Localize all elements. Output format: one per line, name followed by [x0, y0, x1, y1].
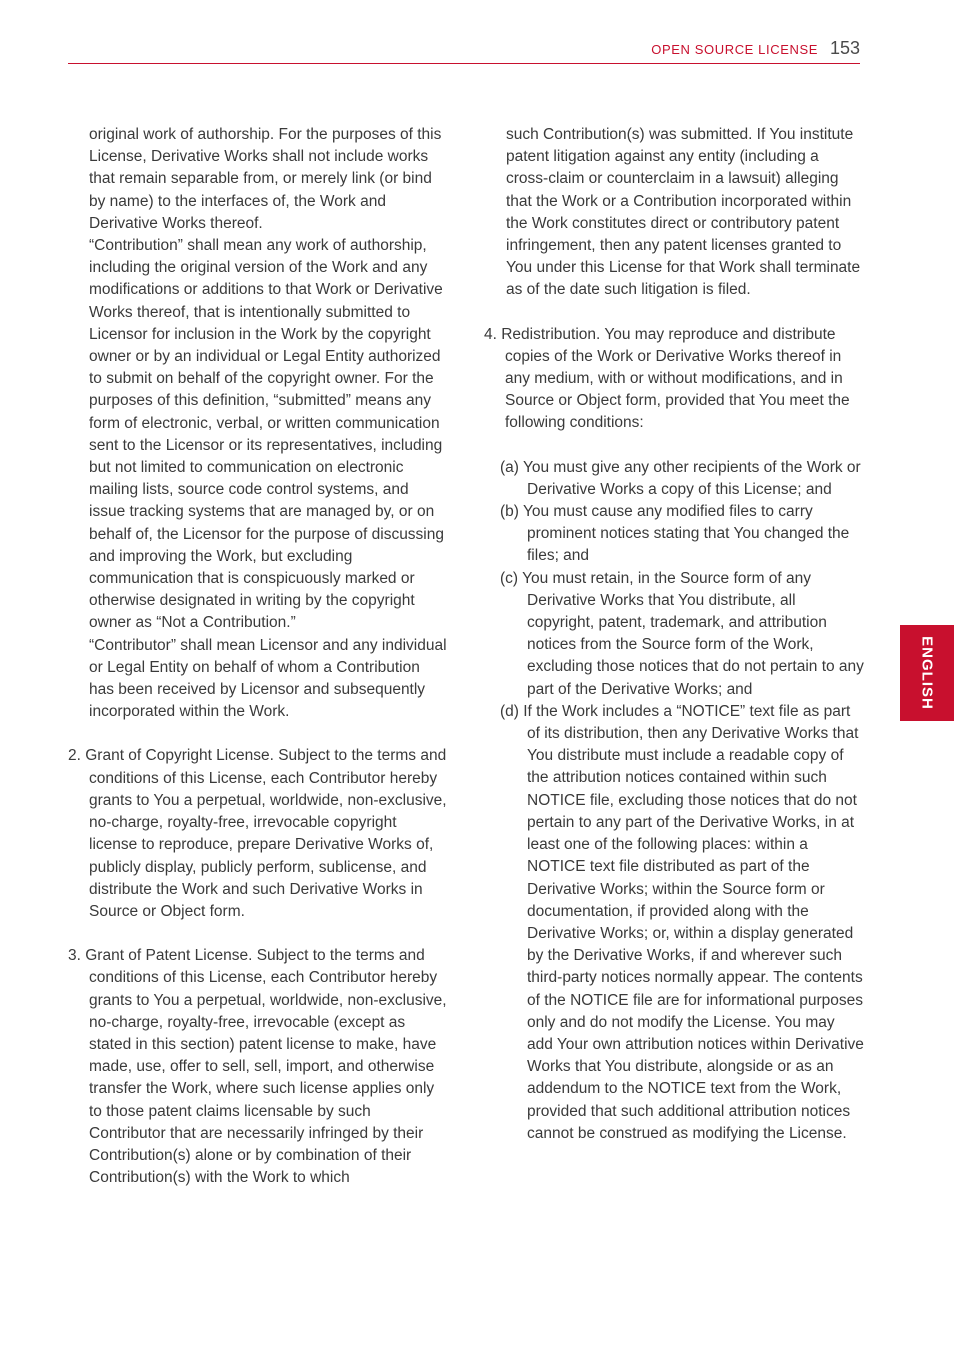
page-number: 153 [829, 38, 860, 58]
condition-d: (d) If the Work includes a “NOTICE” text file as part of its distribution, then any Derivative Works that You distribute must include a readable copy of the attribution notices contained within such NOTICE file, excluding those notices that do not pertain to any part of the Derivative Works, in at least one of the following places: within a NOTICE text file distributed as part of the Derivative Works; within the Source form or documentation, if provided along with the Derivative Works; or, within a display generated by the Derivative Works, if and wherever such third-party notices normally appear. The contents of the NOTICE file are for informational purposes only and do not modify the License. You may add Your own attribution notices within Derivative Works that You distribute, alongside or as an addendum to the NOTICE text from the Work, provided that such additional attribution notices cannot be construed as modifying the License. [500, 702, 864, 1142]
section-grant-patent: 3. Grant of Patent License. Subject to the terms and conditions of this License, each Contributor hereby grants to You a perpetual, worldwide, non-exclusive, no-charge, royalty-free, irrevocable (except as stated in this section) patent license to make, have made, use, offer to sell, sell, import, and otherwise transfer the Work, where such license applies only to those patent claims licensable by such Contributor that are necessarily infringed by their Contribution(s) alone or by combination of their Contribution(s) with the Work to which [68, 947, 447, 1187]
paragraph-contribution-definition: “Contribution” shall mean any work of authorship, including the original version of the Work and any modifications or additions to that Work or Derivative Works thereof, that is intentionally submitted to Licensor for inclusion in the Work by the copyright owner or by an individual or Legal Entity authorized to submit on behalf of the copyright owner. For the purposes of this definition, “submitted” means any form of electronic, verbal, or written communication sent to the Licensor or its representatives, including but not limited to communication on electronic mailing lists, source code control systems, and issue tracking systems that are managed by, or on behalf of, the Licensor for the purpose of discussing and improving the Work, but excluding communication that is conspicuously marked or otherwise designated in writing by the copyright owner as “Not a Contribution.” [89, 237, 444, 632]
condition-a: (a) You must give any other recipients of the Work or Derivative Works a copy of this License; and [500, 458, 861, 498]
section-redistribution: 4. Redistribution. You may reproduce and distribute copies of the Work or Derivative Works thereof in any medium, with or without modifications, and in Source or Object form, provided that You meet the following conditions: [484, 325, 850, 432]
language-tab-label: ENGLISH [918, 636, 936, 710]
condition-b: (b) You must cause any modified files to carry prominent notices stating that You changed the files; and [500, 503, 850, 565]
condition-c: (c) You must retain, in the Source form of any Derivative Works that You distribute, all copyright, patent, trademark, and attribution notices from the Source form of the Work, excluding those notices that do not pertain to any part of the Derivative Works; and [500, 569, 864, 698]
right-column [484, 124, 864, 1145]
paragraph-contributor-definition: “Contributor” shall mean Licensor and any individual or Legal Entity on behalf of whom a Contribution has been received by Licensor and subsequently incorporated within the Work. [89, 636, 447, 721]
section-title: OPEN SOURCE LICENSE [651, 42, 818, 57]
paragraph-patent-license-cont: such Contribution(s) was submitted. If You institute patent litigation against any entity (including a cross-claim or counterclaim in a lawsuit) alleging that the Work or a Contribution incorporated within the Work constitutes direct or contributory patent infringement, then any patent licenses granted to You under this License for that Work shall terminate as of the date such litigation is filed. [506, 126, 861, 299]
paragraph-derivative-works-cont: original work of authorship. For the purposes of this License, Derivative Works shall not include works that remain separable from, or merely link (or bind by name) to the interfaces of, the Work and Derivative Works thereof. [89, 126, 442, 232]
language-tab [900, 625, 954, 721]
page-header [68, 38, 860, 64]
left-column [68, 124, 448, 1189]
section-grant-copyright: 2. Grant of Copyright License. Subject to the terms and conditions of this License, each Contributor hereby grants to You a perpetual, worldwide, non-exclusive, no-charge, royalty-free, irrevocable copyright license to reproduce, prepare Derivative Works of, publicly display, publicly perform, sublicense, and distribute the Work and such Derivative Works in Source or Object form. [68, 747, 447, 920]
